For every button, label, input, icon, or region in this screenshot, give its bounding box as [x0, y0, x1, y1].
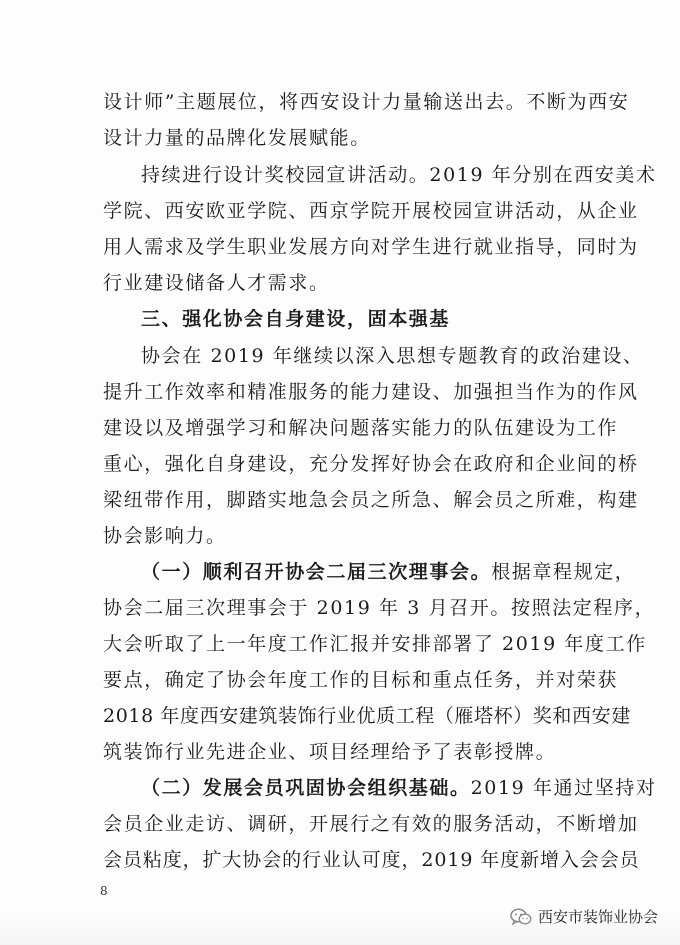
paragraph-line: 协会二届三次理事会于 2019 年 3 月召开。按照法定程序， [103, 597, 656, 619]
page-number: 8 [100, 884, 108, 898]
watermark-text: 西安市装饰业协会 [537, 908, 658, 926]
paragraph-line: 设计师”主题展位，将西安设计力量输送出去。不断为西安 [103, 91, 630, 113]
paragraph-line: 协会在 2019 年继续以深入思想专题教育的政治建设、 [141, 345, 644, 367]
paragraph-line: 会员企业走访、调研，开展行之有效的服务活动，不断增加 [103, 813, 639, 835]
paragraph-line: 重心，强化自身建设，充分发挥好协会在政府和企业间的桥 [103, 453, 639, 475]
wechat-watermark [510, 906, 658, 927]
paragraph-line: 行业建设储备人才需求。 [103, 272, 330, 294]
paragraph-line: 梁纽带作用，脚踏实地急会员之所急、解会员之所难，构建 [103, 489, 639, 511]
paragraph-text: 2019 年通过坚持对 [470, 777, 657, 799]
paragraph-line: 持续进行设计奖校园宣讲活动。2019 年分别在西安美术 [141, 164, 657, 186]
wechat-icon [510, 908, 532, 926]
paragraph-line: 协会影响力。 [103, 525, 227, 547]
paragraph-line: 2018 年度西安建筑装饰行业优质工程（雁塔杯）奖和西安建 [103, 705, 631, 727]
paragraph-line: 要点，确定了协会年度工作的目标和重点任务，并对荣获 [103, 669, 619, 691]
paragraph-line [141, 560, 680, 584]
paragraph-line: 用人需求及学生职业发展方向对学生进行就业指导，同时为 [103, 236, 639, 258]
paragraph-line: 学院、西安欧亚学院、西京学院开展校园宣讲活动，从企业 [103, 200, 639, 222]
paragraph-line: 建设以及增强学习和解决问题落实能力的队伍建设为工作 [103, 417, 619, 439]
paragraph-line [141, 776, 680, 800]
paragraph-line: 大会听取了上一年度工作汇报并安排部署了 2019 年度工作 [103, 633, 647, 655]
paragraph-line: 筑装饰行业先进企业、项目经理给予了表彰授牌。 [103, 741, 557, 763]
subsection-heading: （一）顺利召开协会二届三次理事会。 [141, 561, 492, 583]
paragraph-line: 提升工作效率和精准服务的能力建设、加强担当作为的作风 [103, 381, 639, 403]
section-heading: 三、强化协会自身建设，固本强基 [141, 308, 451, 330]
paragraph-line: 会员粘度，扩大协会的行业认可度，2019 年度新增入会会员 [103, 849, 640, 871]
paragraph-text: 根据章程规定， [491, 561, 636, 583]
subsection-heading: （二）发展会员巩固协会组织基础。 [141, 777, 471, 799]
paragraph-line: 设计力量的品牌化发展赋能。 [103, 127, 371, 149]
